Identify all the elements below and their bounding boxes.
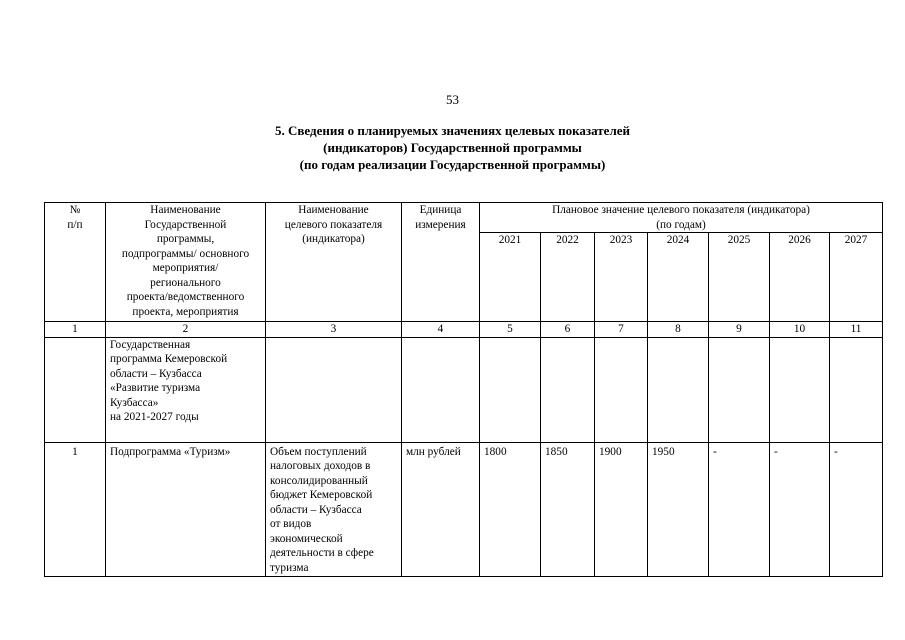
heading-line-1: 5. Сведения о планируемых значениях целевых показателей [275,123,630,138]
header-indicator-name: Наименование целевого показателя (индикатора) [266,203,402,322]
empty-cell [480,337,541,442]
row-value-2023: 1900 [595,442,648,576]
row-unit: млн рублей [402,442,480,576]
section-heading [0,122,905,173]
row-value-2024: 1950 [648,442,709,576]
header-year-2026: 2026 [770,233,830,322]
header-year-2024: 2024 [648,233,709,322]
empty-cell [541,337,595,442]
heading-line-2: (индикаторов) Государственной программы [323,140,582,155]
header-year-2027: 2027 [830,233,883,322]
empty-cell [648,337,709,442]
row-value-2021: 1800 [480,442,541,576]
row-value-2026: - [770,442,830,576]
column-number: 4 [402,322,480,338]
program-row [45,337,883,442]
column-number: 3 [266,322,402,338]
heading-line-3: (по годам реализации Государственной программы) [299,157,606,172]
empty-cell [709,337,770,442]
header-unit: Единица измерения [402,203,480,322]
header-year-2023: 2023 [595,233,648,322]
column-number: 1 [45,322,106,338]
column-number: 5 [480,322,541,338]
program-row-num [45,337,106,442]
empty-cell [402,337,480,442]
header-year-2021: 2021 [480,233,541,322]
empty-cell [595,337,648,442]
empty-cell [830,337,883,442]
row-value-2027: - [830,442,883,576]
header-year-2022: 2022 [541,233,595,322]
empty-cell [266,337,402,442]
column-number: 9 [709,322,770,338]
column-number: 10 [770,322,830,338]
row-name: Подпрограмма «Туризм» [106,442,266,576]
row-indicator: Объем поступлений налоговых доходов в консолидированный бюджет Кемеровской области – Кузбасса от видов экономической деятельности в сфере туризма [266,442,402,576]
indicators-table [44,202,883,577]
column-number: 8 [648,322,709,338]
header-year-2025: 2025 [709,233,770,322]
page-number: 53 [446,92,459,107]
row-value-2025: - [709,442,770,576]
column-number-row [45,322,883,338]
empty-cell [770,337,830,442]
column-number: 2 [106,322,266,338]
row-num: 1 [45,442,106,576]
table-row [45,442,883,576]
column-number: 6 [541,322,595,338]
column-number: 7 [595,322,648,338]
header-num: № п/п [45,203,106,322]
row-value-2022: 1850 [541,442,595,576]
header-row-1 [45,203,883,233]
header-planned-value: Плановое значение целевого показателя (индикатора) (по годам) [480,203,883,233]
header-program-name: Наименование Государственной программы, подпрограммы/ основного мероприятия/ регионального проекта/ведомственного проекта, мероприятия [106,203,266,322]
column-number: 11 [830,322,883,338]
program-name-cell: Государственная программа Кемеровской области – Кузбасса «Развитие туризма Кузбасса» на 2021-2027 годы [106,337,266,442]
